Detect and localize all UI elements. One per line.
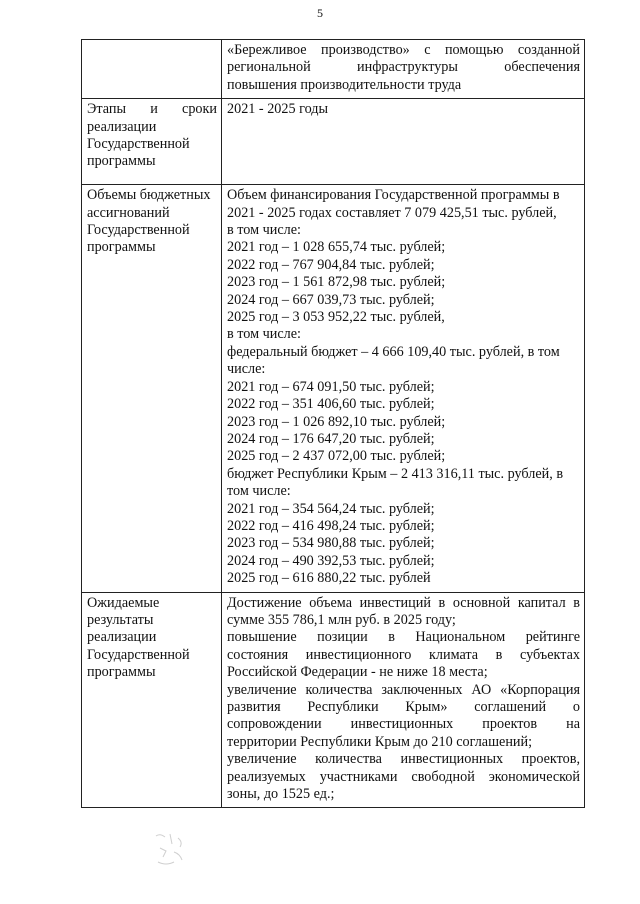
content-line: 2023 год – 1 026 892,10 тыс. рублей; — [227, 413, 446, 430]
row-content — [222, 99, 585, 185]
program-passport-table — [81, 39, 585, 808]
content-line: повышения производительности труда — [227, 76, 462, 93]
row-label: Ожидаемые результаты реализации Государственной программы — [82, 592, 222, 808]
row-content — [222, 592, 585, 808]
content-line: реализуемых участниками свободной экономической — [227, 768, 580, 785]
content-line: числе: — [227, 361, 266, 378]
content-line: в том числе: — [227, 326, 301, 343]
content-line: федеральный бюджет – 4 666 109,40 тыс. рублей, в том — [227, 343, 560, 360]
row-label: Объемы бюджетных ассигнований Государственной программы — [82, 185, 222, 592]
content-line: Достижение объема инвестиций в основной капитал в — [227, 594, 580, 611]
row-label: Этапы и сроки реализации Государственной программы — [82, 99, 222, 185]
faint-stamp-mark — [148, 826, 196, 874]
content-line: территории Республики Крым до 210 соглашений; — [227, 733, 533, 750]
page-number: 5 — [317, 6, 323, 20]
content-line: бюджет Республики Крым – 2 413 316,11 тыс. рублей, в — [227, 465, 564, 482]
content-line: увеличение количества инвестиционных проектов, — [227, 751, 580, 768]
content-line: развития Республики Крым» соглашений о — [227, 699, 580, 715]
table-row — [82, 99, 585, 185]
content-line: «Бережливое производство» с помощью созданной — [227, 42, 580, 58]
content-line: том числе: — [227, 483, 291, 500]
content-line: 2025 год – 3 053 952,22 тыс. рублей, — [227, 309, 445, 326]
content-line: 2022 год – 416 498,24 тыс. рублей; — [227, 517, 435, 534]
content-line: 2025 год – 2 437 072,00 тыс. рублей; — [227, 448, 446, 465]
content-line: 2021 год – 1 028 655,74 тыс. рублей; — [227, 239, 446, 256]
content-line: увеличение количества заключенных АО «Корпорация — [227, 681, 580, 698]
content-line: повышение позиции в Национальном рейтинге — [227, 629, 580, 646]
content-line: 2024 год – 490 392,53 тыс. рублей; — [227, 552, 435, 569]
content-line: сопровождении инвестиционных проектов на — [227, 716, 580, 733]
table-row — [82, 592, 585, 808]
content-line: 2024 год – 176 647,20 тыс. рублей; — [227, 430, 435, 447]
content-line: в том числе: — [227, 222, 301, 239]
content-line: Объем финансирования Государственной программы в — [227, 187, 560, 204]
content-line: сумме 355 786,1 млн руб. в 2025 году; — [227, 611, 456, 628]
content-line: 2025 год – 616 880,22 тыс. рублей — [227, 570, 431, 587]
row-label — [82, 40, 222, 99]
content-line: 2021 год – 354 564,24 тыс. рублей; — [227, 500, 435, 517]
content-line: региональной инфраструктуры обеспечения — [227, 59, 580, 76]
content-line: Российской Федерации - не ниже 18 места; — [227, 664, 488, 681]
content-line: 2023 год – 1 561 872,98 тыс. рублей; — [227, 274, 446, 291]
content-line: 2021 год – 674 091,50 тыс. рублей; — [227, 378, 435, 395]
row-content — [222, 185, 585, 592]
content-line: зоны, до 1525 ед.; — [227, 786, 335, 803]
row-content — [222, 40, 585, 99]
content-line: 2024 год – 667 039,73 тыс. рублей; — [227, 291, 435, 308]
content-line: 2023 год – 534 980,88 тыс. рублей; — [227, 535, 435, 552]
content-line: 2022 год – 767 904,84 тыс. рублей; — [227, 256, 435, 273]
content-line: 2022 год – 351 406,60 тыс. рублей; — [227, 396, 435, 413]
content-line: 2021 - 2025 годах составляет 7 079 425,51 тыс. рублей, — [227, 204, 557, 221]
content-line: 2021 - 2025 годы — [227, 101, 329, 118]
table-row — [82, 185, 585, 592]
table-row — [82, 40, 585, 99]
content-line: состояния инвестиционного климата в субъектах — [227, 646, 580, 663]
